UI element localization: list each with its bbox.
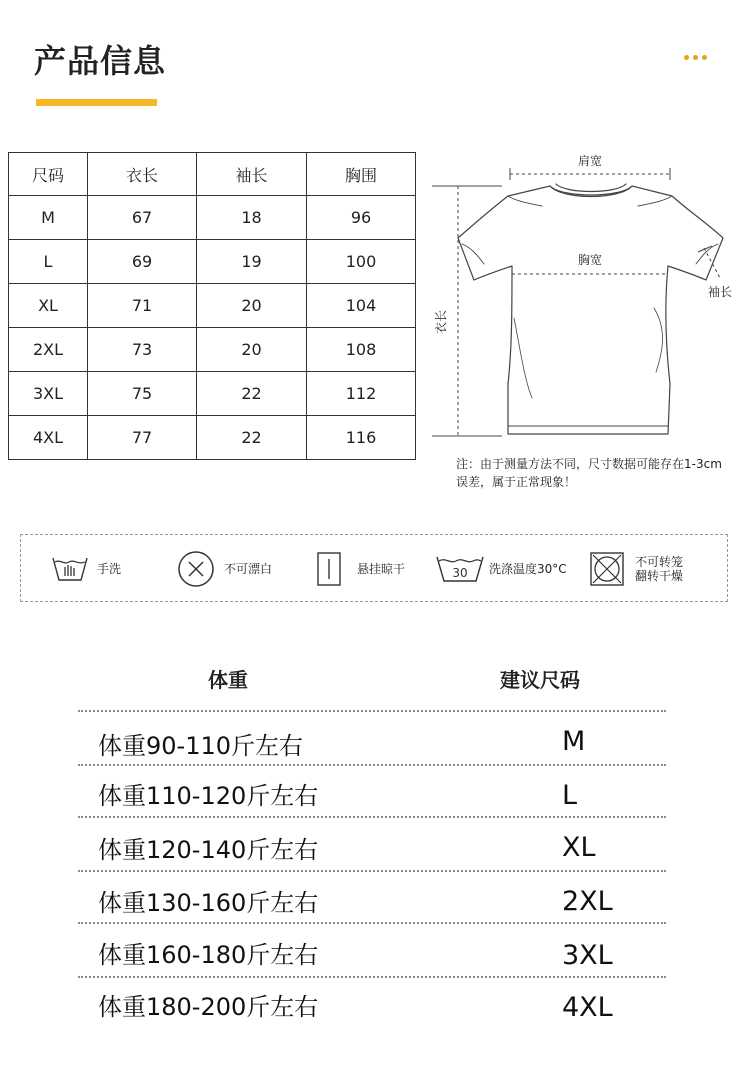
size-column-header: 建议尺码	[500, 668, 580, 692]
no-tumble-dry-label: 不可转笼 翻转干燥	[635, 555, 684, 583]
length-cell: 69	[88, 240, 197, 284]
length-cell: 67	[88, 196, 197, 240]
care-hang-dry	[316, 535, 405, 603]
care-wash-temperature	[435, 535, 567, 603]
sleeve-cell: 18	[197, 196, 307, 240]
hand-wash-icon	[51, 554, 89, 584]
table-row	[9, 372, 416, 416]
sleeve-cell: 19	[197, 240, 307, 284]
table-row	[9, 416, 416, 460]
row-divider	[78, 976, 666, 978]
recommended-size: XL	[562, 832, 596, 863]
chest-cell: 108	[307, 328, 416, 372]
row-divider	[78, 816, 666, 818]
size-chart-header-row	[9, 153, 416, 196]
weight-range: 体重120-140斤左右	[98, 836, 319, 864]
care-no-tumble-dry	[589, 535, 683, 603]
sleeve-cell: 22	[197, 372, 307, 416]
weight-range: 体重90-110斤左右	[98, 732, 304, 760]
length-cell: 77	[88, 416, 197, 460]
chest-cell: 104	[307, 284, 416, 328]
more-dots-icon[interactable]	[684, 55, 707, 60]
measurement-note: 注：由于测量方法不同，尺寸数据可能存在1-3cm 误差，属于正常现象！	[456, 457, 722, 489]
care-hand-wash	[51, 535, 121, 603]
wash-temp-value: 30	[452, 566, 468, 580]
chest-cell: 100	[307, 240, 416, 284]
size-header: 尺码	[9, 153, 88, 196]
shoulder-width-label: 肩宽	[577, 154, 603, 168]
chest-header: 胸围	[307, 153, 416, 196]
table-row	[9, 284, 416, 328]
recommended-size: 3XL	[562, 940, 613, 971]
size-chart-table	[8, 152, 416, 460]
sleeve-cell: 20	[197, 284, 307, 328]
wash-30-icon	[435, 553, 485, 585]
page-title: 产品信息	[34, 42, 167, 80]
sleeve-header: 袖长	[197, 153, 307, 196]
hang-dry-label: 悬挂晾干	[357, 562, 406, 576]
table-row	[9, 328, 416, 372]
hand-wash-label: 手洗	[97, 562, 122, 576]
chest-cell: 112	[307, 372, 416, 416]
size-cell: M	[9, 196, 88, 240]
size-cell: L	[9, 240, 88, 284]
weight-range: 体重130-160斤左右	[98, 889, 319, 917]
size-cell: 2XL	[9, 328, 88, 372]
length-header: 衣长	[88, 153, 197, 196]
body-length-label: 衣长	[434, 309, 448, 334]
tshirt-measurement-diagram	[428, 148, 750, 498]
row-divider	[78, 764, 666, 766]
row-divider	[78, 922, 666, 924]
weight-range: 体重110-120斤左右	[98, 782, 319, 810]
no-bleach-icon	[176, 549, 216, 589]
sleeve-length-label: 袖长	[708, 285, 733, 299]
chest-cell: 116	[307, 416, 416, 460]
title-underline	[36, 99, 157, 106]
length-cell: 75	[88, 372, 197, 416]
size-cell: XL	[9, 284, 88, 328]
chest-cell: 96	[307, 196, 416, 240]
chest-width-label: 胸宽	[577, 253, 603, 267]
care-instructions-bar	[20, 534, 728, 602]
recommended-size: 2XL	[562, 886, 613, 917]
hang-dry-icon	[316, 551, 342, 587]
row-divider	[78, 870, 666, 872]
weight-column-header: 体重	[208, 668, 248, 692]
wash-temp-label: 洗涤温度30°C	[489, 562, 567, 576]
recommended-size: L	[562, 780, 578, 811]
size-cell: 3XL	[9, 372, 88, 416]
length-cell: 73	[88, 328, 197, 372]
recommended-size: 4XL	[562, 992, 613, 1023]
care-no-bleach	[176, 535, 272, 603]
sleeve-cell: 20	[197, 328, 307, 372]
table-row	[9, 196, 416, 240]
row-divider	[78, 710, 666, 712]
length-cell: 71	[88, 284, 197, 328]
size-cell: 4XL	[9, 416, 88, 460]
weight-range: 体重180-200斤左右	[98, 993, 319, 1021]
tshirt-outline	[458, 186, 723, 434]
weight-range: 体重160-180斤左右	[98, 941, 319, 969]
table-row	[9, 240, 416, 284]
recommended-size: M	[562, 726, 586, 757]
no-tumble-dry-icon	[589, 551, 625, 587]
no-bleach-label: 不可漂白	[224, 562, 273, 576]
sleeve-cell: 22	[197, 416, 307, 460]
